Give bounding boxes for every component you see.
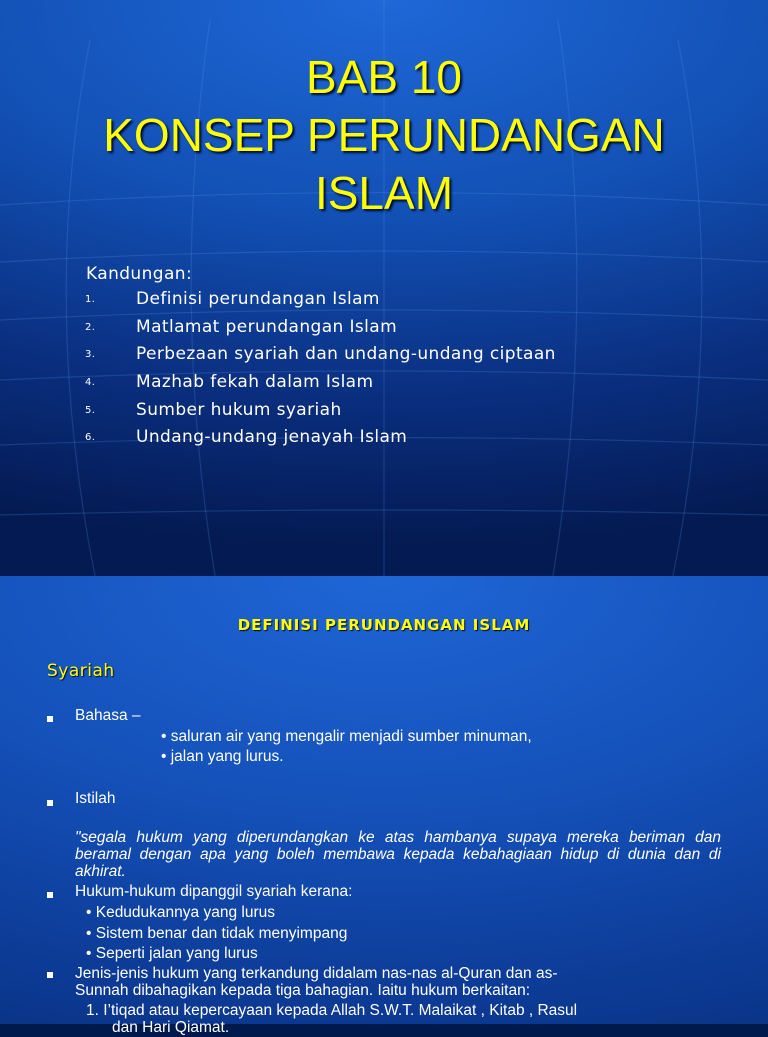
title-line-2: KONSEP PERUNDANGAN: [103, 109, 665, 161]
item-number: 3.: [85, 349, 96, 361]
slide-heading: DEFINISI PERUNDANGAN ISLAM: [237, 616, 531, 634]
title-line-1: BAB 10: [306, 51, 462, 103]
list-item: [85, 286, 380, 314]
jenis-item-continued: dan Hari Qiamat.: [112, 1019, 230, 1036]
jenis-item: 1. I’tiqad atau kepercayaan kepada Allah S.W.T. Malaikat , Kitab , Rasul: [86, 1002, 578, 1019]
item-number: 2.: [85, 321, 96, 333]
bullet-square-icon: [47, 892, 53, 898]
contents-list: [85, 286, 556, 452]
item-text: Sumber hukum syariah: [136, 399, 342, 420]
jenis-line: Sunnah dibahagikan kepada tiga bahagian. Iaitu hukum berkaitan:: [75, 982, 531, 999]
contents-label: Kandungan:: [86, 264, 193, 284]
bahasa-label: Bahasa –: [75, 707, 141, 724]
bahasa-item: • jalan yang lurus.: [161, 748, 284, 765]
bullet-square-icon: [47, 716, 53, 722]
title-line-3: ISLAM: [314, 167, 454, 219]
bahasa-item: • saluran air yang mengalir menjadi sumber minuman,: [161, 728, 532, 745]
bullet-square-icon: [47, 800, 53, 806]
item-number: 5.: [85, 404, 96, 416]
section-heading-syariah: Syariah: [47, 661, 115, 681]
list-item: [85, 424, 408, 452]
list-item: [85, 341, 556, 369]
hukum-item: • Kedudukannya yang lurus: [86, 904, 275, 921]
item-number: 1.: [85, 294, 96, 305]
list-item: [85, 369, 374, 397]
list-item: [85, 314, 398, 342]
item-text: Matlamat perundangan Islam: [136, 316, 398, 337]
item-text: Undang-undang jenayah Islam: [136, 427, 408, 448]
hukum-item: • Seperti jalan yang lurus: [86, 945, 258, 962]
item-number: 4.: [85, 377, 96, 389]
item-text: Perbezaan syariah dan undang-undang ciptaan: [136, 344, 556, 365]
item-text: Definisi perundangan Islam: [136, 289, 380, 309]
item-number: 6.: [85, 432, 96, 444]
slide-definition: [0, 576, 768, 1036]
istilah-label: Istilah: [75, 790, 116, 807]
table-of-contents: [85, 262, 556, 452]
jenis-line: Jenis-jenis hukum yang terkandung didalam nas-nas al-Quran dan as-: [75, 965, 558, 982]
hukum-item: • Sistem benar dan tidak menyimpang: [86, 925, 348, 942]
bullet-square-icon: [47, 972, 53, 978]
istilah-quote: "segala hukum yang diperundangkan ke atas hambanya supaya mereka beriman dan beramal dengan apa yang boleh membawa kepada kebahagiaan hidup di dunia dan di akhirat.: [75, 829, 721, 880]
item-text: Mazhab fekah dalam Islam: [136, 372, 374, 393]
hukum-label: Hukum-hukum dipanggil syariah kerana:: [75, 883, 353, 900]
slide-title-heading: [0, 48, 768, 222]
list-item: [85, 397, 342, 425]
